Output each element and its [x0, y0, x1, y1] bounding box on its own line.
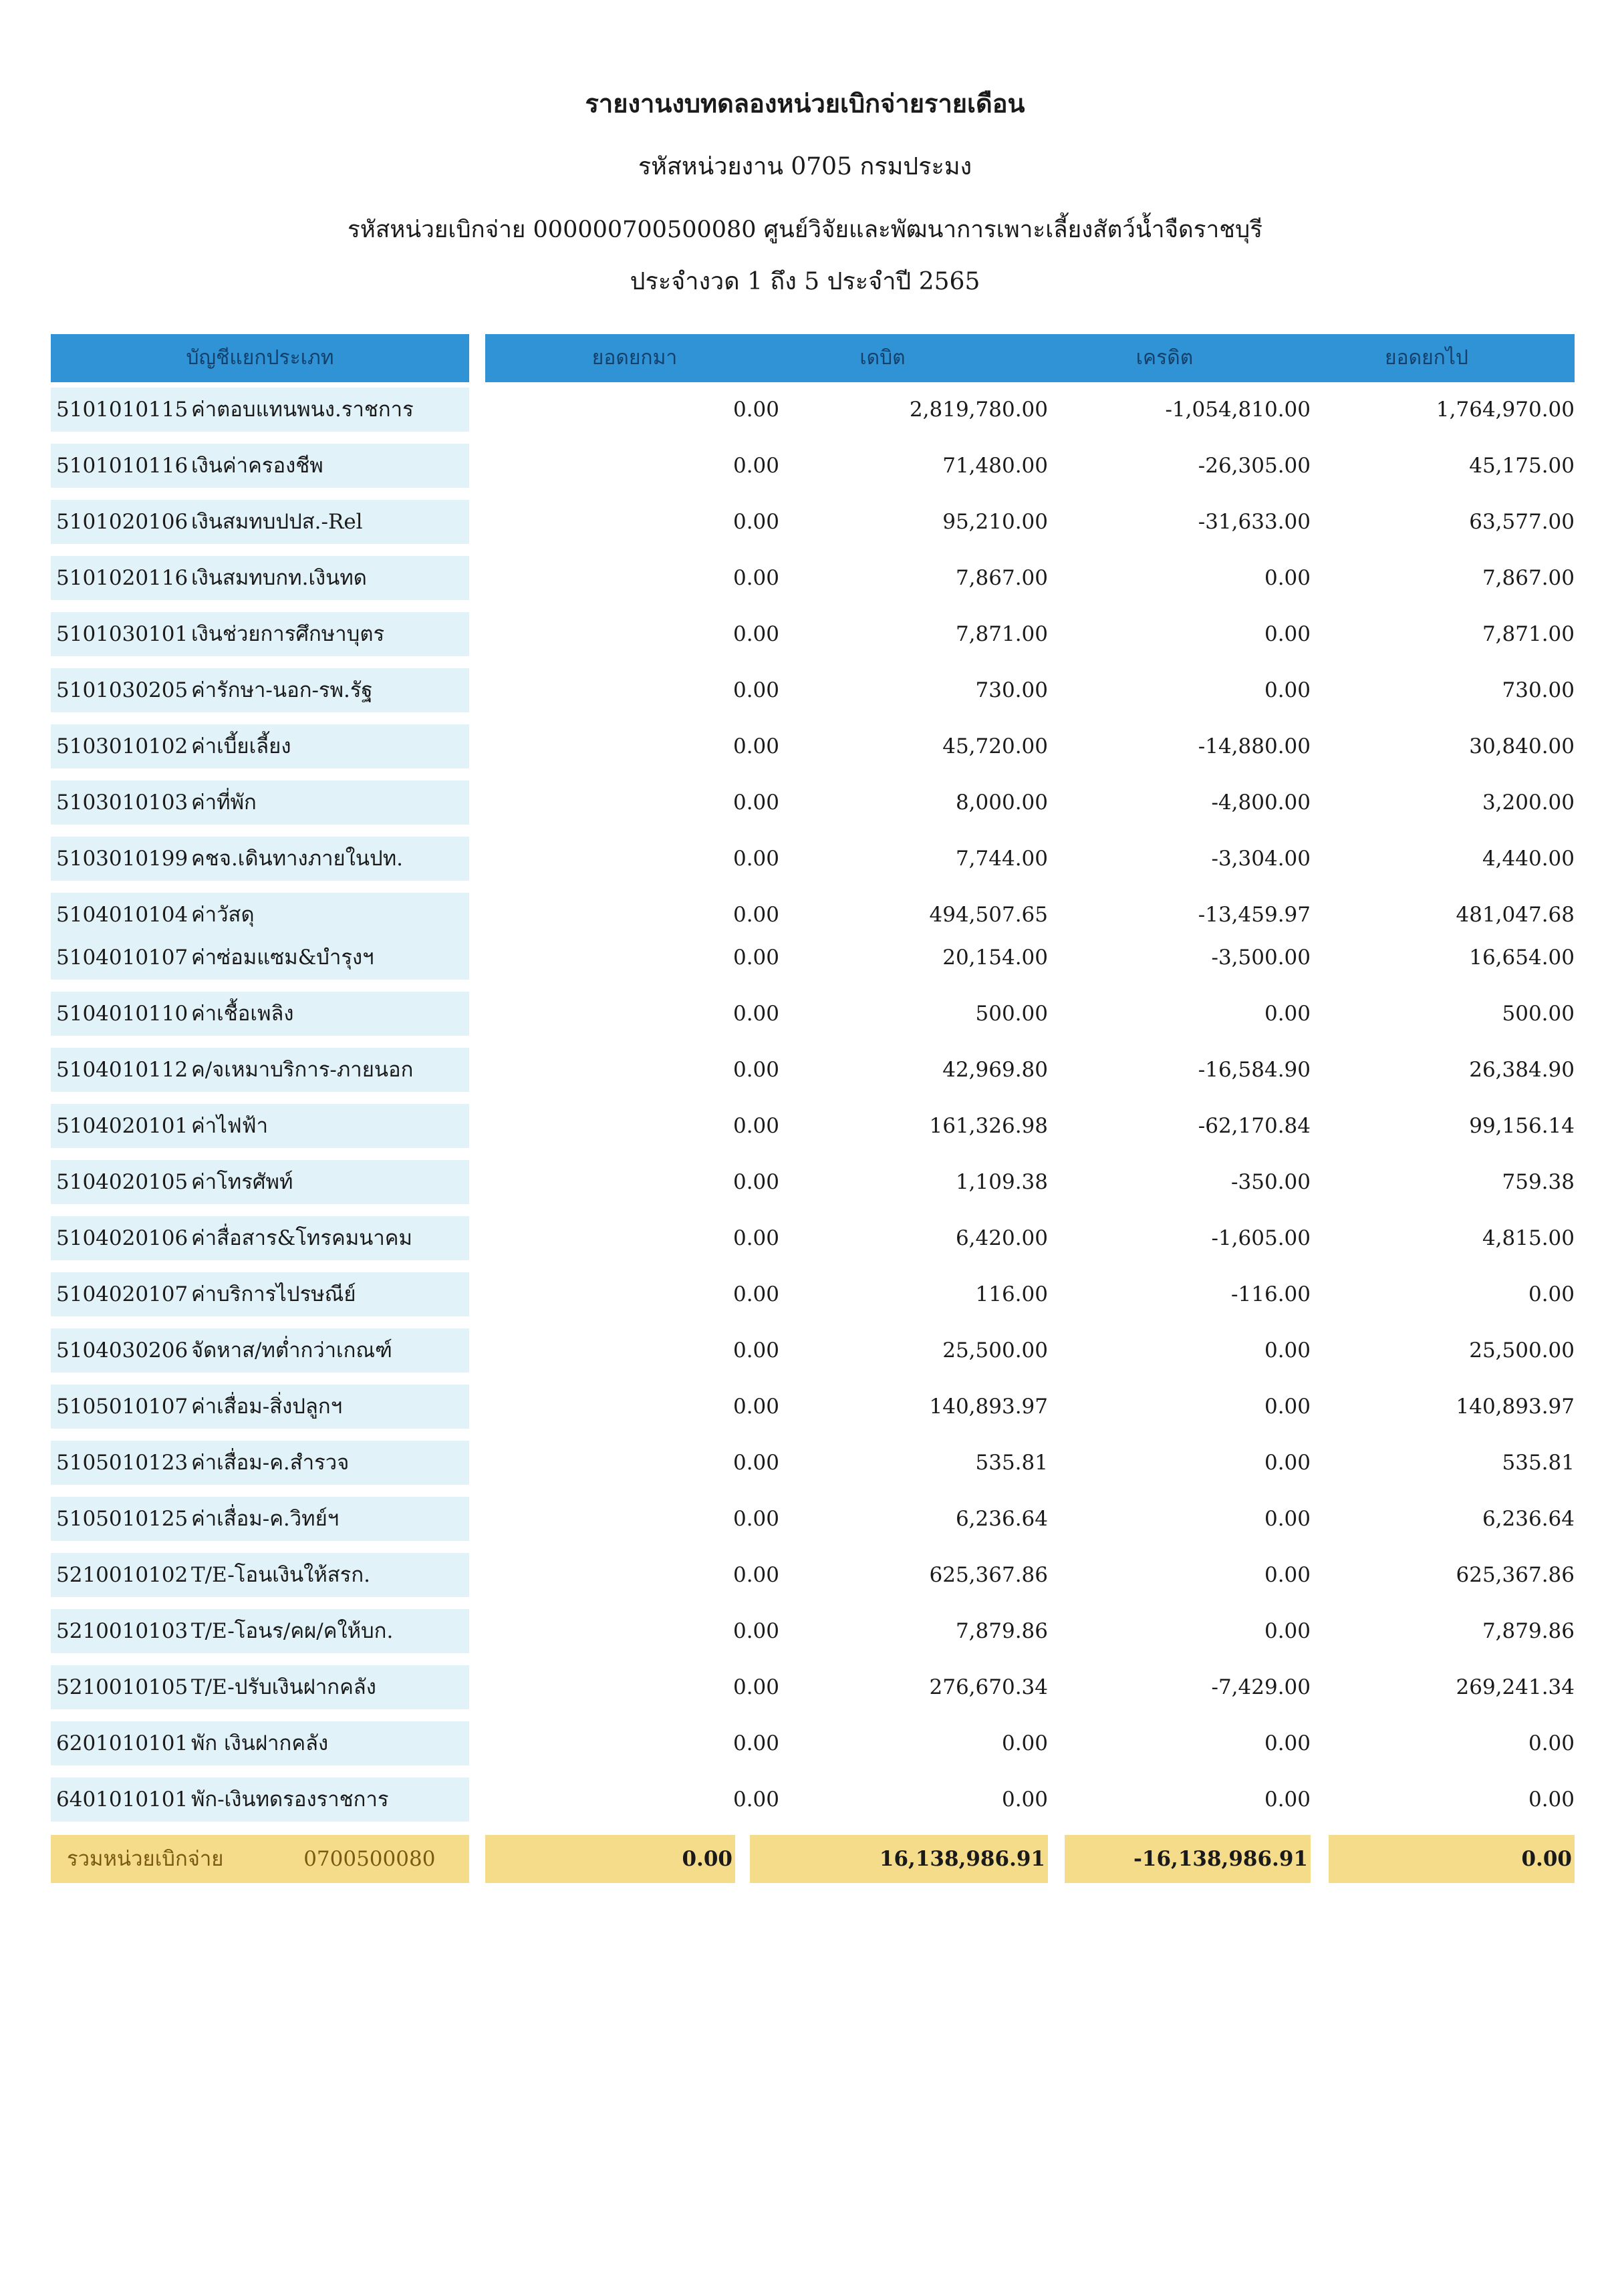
debit-cell: 494,507.65 — [929, 903, 1048, 927]
account-code: 5103010199 — [56, 847, 188, 871]
account-cell — [51, 500, 469, 544]
carried-forward-cell: 63,577.00 — [1469, 510, 1575, 534]
account-name: ค่าเชื้อเพลิง — [191, 1002, 294, 1026]
account-name: เงินค่าครองชีพ — [191, 454, 323, 478]
trial-balance-table — [51, 334, 1575, 1883]
carried-forward-cell: 759.38 — [1502, 1170, 1575, 1194]
carried-forward-cell: 140,893.97 — [1456, 1395, 1575, 1419]
account-cell — [51, 1272, 469, 1316]
account-cell — [51, 444, 469, 488]
credit-cell: -3,304.00 — [1211, 847, 1311, 871]
account-name: พัก-เงินทดรองราชการ — [191, 1787, 389, 1812]
credit-cell: -350.00 — [1231, 1170, 1311, 1194]
brought-forward-cell: 0.00 — [732, 903, 779, 927]
carried-forward-cell: 730.00 — [1502, 678, 1575, 702]
table-row — [51, 1379, 1575, 1435]
account-name: ค่าบริการไปรษณีย์ — [191, 1282, 356, 1306]
debit-cell: 6,420.00 — [955, 1226, 1048, 1250]
table-row — [51, 831, 1575, 887]
credit-cell: 0.00 — [1264, 1619, 1311, 1643]
account-name: ค่ารักษา-นอก-รพ.รัฐ — [191, 678, 373, 702]
account-code: 5105010107 — [56, 1395, 188, 1419]
account-cell — [51, 724, 469, 768]
account-name: T/E-ปรับเงินฝากคลัง — [191, 1675, 376, 1699]
carried-forward-cell: 0.00 — [1528, 1731, 1575, 1755]
credit-cell: -3,500.00 — [1211, 946, 1311, 970]
brought-forward-cell: 0.00 — [732, 1170, 779, 1194]
account-cell — [51, 556, 469, 600]
account-code: 5104010112 — [56, 1058, 188, 1082]
account-name: ค/จเหมาบริการ-ภายนอก — [191, 1058, 414, 1082]
credit-cell: 0.00 — [1264, 1338, 1311, 1362]
carried-forward-cell: 625,367.86 — [1456, 1563, 1575, 1587]
account-code: 5104020101 — [56, 1114, 188, 1138]
debit-cell: 7,744.00 — [955, 847, 1048, 871]
total-carried-forward: 0.00 — [1329, 1835, 1575, 1883]
credit-cell: -31,633.00 — [1198, 510, 1311, 534]
account-code: 5104010107 — [56, 946, 188, 970]
carried-forward-cell: 7,879.86 — [1482, 1619, 1575, 1643]
account-cell — [51, 612, 469, 656]
carried-forward-cell: 7,867.00 — [1482, 566, 1575, 590]
account-code: 5210010103 — [56, 1619, 188, 1643]
debit-cell: 7,879.86 — [955, 1619, 1048, 1643]
credit-cell: -7,429.00 — [1211, 1675, 1311, 1699]
account-name: เงินช่วยการศึกษาบุตร — [191, 622, 385, 646]
debit-cell: 535.81 — [975, 1451, 1048, 1475]
column-header-brought-forward: ยอดยกมา — [485, 334, 784, 382]
debit-cell: 45,720.00 — [942, 734, 1048, 758]
table-row — [51, 930, 1575, 986]
debit-cell: 730.00 — [975, 678, 1048, 702]
brought-forward-cell: 0.00 — [732, 1002, 779, 1026]
debit-cell: 500.00 — [975, 1002, 1048, 1026]
account-cell — [51, 1497, 469, 1541]
credit-cell: 0.00 — [1264, 1787, 1311, 1812]
account-name: คชจ.เดินทางภายในปท. — [191, 847, 403, 871]
carried-forward-cell: 3,200.00 — [1482, 791, 1575, 815]
account-cell — [51, 992, 469, 1036]
account-name: พัก เงินฝากคลัง — [191, 1731, 329, 1755]
carried-forward-cell: 99,156.14 — [1469, 1114, 1575, 1138]
carried-forward-cell: 1,764,970.00 — [1436, 398, 1575, 422]
carried-forward-cell: 45,175.00 — [1469, 454, 1575, 478]
credit-cell: 0.00 — [1264, 1395, 1311, 1419]
brought-forward-cell: 0.00 — [732, 566, 779, 590]
account-name: ค่าเสื่อม-ค.วิทย์ฯ — [191, 1507, 340, 1531]
account-name: ค่าเสื่อม-สิ่งปลูกฯ — [191, 1395, 343, 1419]
debit-cell: 42,969.80 — [942, 1058, 1048, 1082]
account-code: 5101020116 — [56, 566, 188, 590]
table-row — [51, 1099, 1575, 1155]
brought-forward-cell: 0.00 — [732, 510, 779, 534]
account-cell — [51, 1777, 469, 1822]
credit-cell: -13,459.97 — [1198, 903, 1311, 927]
total-unit-code: 0700500080 — [303, 1847, 436, 1871]
account-cell — [51, 1441, 469, 1485]
credit-cell: 0.00 — [1264, 678, 1311, 702]
table-row — [51, 1660, 1575, 1716]
account-name: เงินสมทบปปส.-Rel — [191, 510, 363, 534]
account-code: 5103010103 — [56, 791, 188, 815]
debit-cell: 7,867.00 — [955, 566, 1048, 590]
report-title: รายงานงบทดลองหน่วยเบิกจ่ายรายเดือน — [585, 88, 1025, 118]
account-name: ค่าเสื่อม-ค.สำรวจ — [191, 1451, 350, 1475]
carried-forward-cell: 30,840.00 — [1469, 734, 1575, 758]
account-name: จัดหาส/ทต่ำกว่าเกณฑ์ — [191, 1338, 392, 1362]
table-row — [51, 438, 1575, 494]
agency-line: รหัสหน่วยงาน 0705 กรมประมง — [638, 153, 972, 180]
account-cell — [51, 1216, 469, 1260]
account-name: ค่าไฟฟ้า — [191, 1114, 269, 1138]
account-code: 6401010101 — [56, 1787, 188, 1812]
table-row — [51, 1491, 1575, 1548]
account-code: 5101030205 — [56, 678, 188, 702]
period-line: ประจำงวด 1 ถึง 5 ประจำปี 2565 — [630, 268, 980, 295]
account-code: 5103010102 — [56, 734, 188, 758]
account-code: 5210010102 — [56, 1563, 188, 1587]
account-name: ค่าเบี้ยเลี้ยง — [191, 734, 291, 758]
table-row — [51, 1435, 1575, 1491]
carried-forward-cell: 26,384.90 — [1469, 1058, 1575, 1082]
account-name: ค่าโทรศัพท์ — [191, 1170, 293, 1194]
account-cell — [51, 837, 469, 881]
carried-forward-cell: 7,871.00 — [1482, 622, 1575, 646]
brought-forward-cell: 0.00 — [732, 1451, 779, 1475]
table-row — [51, 775, 1575, 831]
account-name: ค่าตอบแทนพนง.ราชการ — [191, 398, 414, 422]
account-cell — [51, 936, 469, 980]
total-label: รวมหน่วยเบิกจ่าย — [67, 1847, 224, 1871]
brought-forward-cell: 0.00 — [732, 454, 779, 478]
account-name: ค่าวัสดุ — [191, 903, 255, 927]
credit-cell: 0.00 — [1264, 1563, 1311, 1587]
table-row — [51, 551, 1575, 607]
table-row — [51, 1042, 1575, 1099]
debit-cell: 140,893.97 — [929, 1395, 1048, 1419]
table-header-row — [51, 334, 1528, 382]
account-name: T/E-โอนเงินให้สรก. — [191, 1563, 370, 1587]
account-code: 5104030206 — [56, 1338, 188, 1362]
brought-forward-cell: 0.00 — [732, 1338, 779, 1362]
table-row — [51, 382, 1575, 438]
column-header-carried-forward: ยอดยกไป — [1279, 334, 1575, 382]
brought-forward-cell: 0.00 — [732, 1395, 779, 1419]
table-row — [51, 887, 1575, 930]
brought-forward-cell: 0.00 — [732, 1563, 779, 1587]
account-code: 5101010116 — [56, 454, 188, 478]
table-row — [51, 719, 1575, 775]
carried-forward-cell: 500.00 — [1502, 1002, 1575, 1026]
total-debit: 16,138,986.91 — [750, 1835, 1048, 1883]
account-code: 5105010125 — [56, 1507, 188, 1531]
debit-cell: 20,154.00 — [942, 946, 1048, 970]
total-row — [51, 1835, 1572, 1883]
brought-forward-cell: 0.00 — [732, 1058, 779, 1082]
table-row — [51, 1211, 1575, 1267]
credit-cell: -62,170.84 — [1198, 1114, 1311, 1138]
total-cell-label — [51, 1835, 469, 1883]
brought-forward-cell: 0.00 — [732, 1114, 779, 1138]
debit-cell: 625,367.86 — [929, 1563, 1048, 1587]
account-cell — [51, 780, 469, 825]
brought-forward-cell: 0.00 — [732, 791, 779, 815]
debit-cell: 0.00 — [1001, 1787, 1048, 1812]
credit-cell: -1,605.00 — [1211, 1226, 1311, 1250]
credit-cell: -116.00 — [1231, 1282, 1311, 1306]
account-code: 6201010101 — [56, 1731, 188, 1755]
brought-forward-cell: 0.00 — [732, 1507, 779, 1531]
account-code: 5210010105 — [56, 1675, 188, 1699]
debit-cell: 0.00 — [1001, 1731, 1048, 1755]
carried-forward-cell: 16,654.00 — [1469, 946, 1575, 970]
table-row — [51, 494, 1575, 551]
account-cell — [51, 1160, 469, 1204]
debit-cell: 7,871.00 — [955, 622, 1048, 646]
debit-cell: 71,480.00 — [942, 454, 1048, 478]
account-cell — [51, 1328, 469, 1373]
table-row — [51, 663, 1575, 719]
brought-forward-cell: 0.00 — [732, 734, 779, 758]
account-cell — [51, 1385, 469, 1429]
carried-forward-cell: 0.00 — [1528, 1282, 1575, 1306]
table-row — [51, 986, 1575, 1042]
credit-cell: -14,880.00 — [1198, 734, 1311, 758]
account-cell — [51, 668, 469, 712]
account-code: 5104020107 — [56, 1282, 188, 1306]
column-header-credit: เครดิต — [1015, 334, 1314, 382]
account-code: 5101010115 — [56, 398, 188, 422]
account-cell — [51, 388, 469, 432]
carried-forward-cell: 481,047.68 — [1456, 903, 1575, 927]
table-row — [51, 1604, 1575, 1660]
total-credit: -16,138,986.91 — [1065, 1835, 1311, 1883]
credit-cell: 0.00 — [1264, 566, 1311, 590]
account-code: 5104020106 — [56, 1226, 188, 1250]
brought-forward-cell: 0.00 — [732, 622, 779, 646]
column-header-debit: เดบิต — [750, 334, 1015, 382]
debit-cell: 161,326.98 — [929, 1114, 1048, 1138]
account-code: 5105010123 — [56, 1451, 188, 1475]
column-header-account: บัญชีแยกประเภท — [51, 334, 469, 382]
table-row — [51, 1323, 1575, 1379]
account-code: 5101020106 — [56, 510, 188, 534]
table-row — [51, 1772, 1575, 1828]
credit-cell: -16,584.90 — [1198, 1058, 1311, 1082]
debit-cell: 2,819,780.00 — [909, 398, 1048, 422]
debit-cell: 276,670.34 — [929, 1675, 1048, 1699]
carried-forward-cell: 535.81 — [1502, 1451, 1575, 1475]
account-name: เงินสมทบกท.เงินทด — [191, 566, 367, 590]
brought-forward-cell: 0.00 — [732, 847, 779, 871]
account-cell — [51, 1048, 469, 1092]
credit-cell: 0.00 — [1264, 622, 1311, 646]
table-row — [51, 607, 1575, 663]
credit-cell: -26,305.00 — [1198, 454, 1311, 478]
credit-cell: -1,054,810.00 — [1165, 398, 1311, 422]
debit-cell: 6,236.64 — [955, 1507, 1048, 1531]
table-row — [51, 1155, 1575, 1211]
brought-forward-cell: 0.00 — [732, 1226, 779, 1250]
debit-cell: 95,210.00 — [942, 510, 1048, 534]
brought-forward-cell: 0.00 — [732, 946, 779, 970]
account-name: T/E-โอนร/คผ/คให้บก. — [191, 1619, 394, 1643]
carried-forward-cell: 4,815.00 — [1482, 1226, 1575, 1250]
account-cell — [51, 1665, 469, 1709]
credit-cell: 0.00 — [1264, 1002, 1311, 1026]
carried-forward-cell: 4,440.00 — [1482, 847, 1575, 871]
disbursement-unit-line: รหัสหน่วยเบิกจ่าย 000000700500080 ศูนย์วิจัยและพัฒนาการเพาะเลี้ยงสัตว์น้ำจืดราชบุรี — [347, 217, 1263, 243]
account-name: ค่าซ่อมแซม&บำรุงฯ — [191, 946, 374, 970]
table-row — [51, 1716, 1575, 1772]
table-body — [51, 382, 1575, 1828]
table-row — [51, 1267, 1575, 1323]
credit-cell: 0.00 — [1264, 1451, 1311, 1475]
brought-forward-cell: 0.00 — [732, 1675, 779, 1699]
account-name: ค่าสื่อสาร&โทรคมนาคม — [191, 1226, 412, 1250]
account-code: 5101030101 — [56, 622, 188, 646]
brought-forward-cell: 0.00 — [732, 1619, 779, 1643]
table-row — [51, 1548, 1575, 1604]
carried-forward-cell: 269,241.34 — [1456, 1675, 1575, 1699]
carried-forward-cell: 25,500.00 — [1469, 1338, 1575, 1362]
account-cell — [51, 1721, 469, 1765]
brought-forward-cell: 0.00 — [732, 398, 779, 422]
account-cell — [51, 1609, 469, 1653]
brought-forward-cell: 0.00 — [732, 1282, 779, 1306]
account-name: ค่าที่พัก — [191, 791, 257, 815]
credit-cell: 0.00 — [1264, 1507, 1311, 1531]
credit-cell: -4,800.00 — [1211, 791, 1311, 815]
debit-cell: 1,109.38 — [955, 1170, 1048, 1194]
account-cell — [51, 1553, 469, 1597]
brought-forward-cell: 0.00 — [732, 678, 779, 702]
account-code: 5104010104 — [56, 903, 188, 927]
credit-cell: 0.00 — [1264, 1731, 1311, 1755]
debit-cell: 25,500.00 — [942, 1338, 1048, 1362]
debit-cell: 116.00 — [975, 1282, 1048, 1306]
carried-forward-cell: 6,236.64 — [1482, 1507, 1575, 1531]
debit-cell: 8,000.00 — [955, 791, 1048, 815]
account-code: 5104010110 — [56, 1002, 188, 1026]
account-code: 5104020105 — [56, 1170, 188, 1194]
account-cell — [51, 1104, 469, 1148]
brought-forward-cell: 0.00 — [732, 1787, 779, 1812]
carried-forward-cell: 0.00 — [1528, 1787, 1575, 1812]
total-brought-forward: 0.00 — [485, 1835, 735, 1883]
brought-forward-cell: 0.00 — [732, 1731, 779, 1755]
